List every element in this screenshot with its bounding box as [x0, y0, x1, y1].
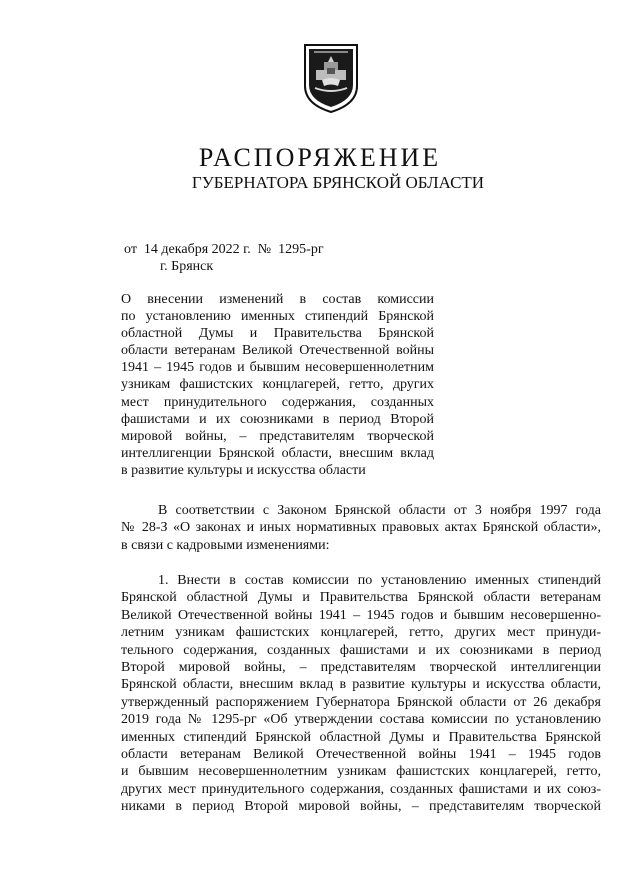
date-number-line: от 14 декабря 2022 г. № 1295-рг — [124, 242, 324, 257]
subject-line: области ветеранам Великой Отечественной войны — [121, 343, 434, 359]
paragraph-line: области ветеранам Великой Отечественной войны 1941 – 1945 годов — [121, 747, 601, 763]
subject-line: О внесении изменений в состав комиссии — [121, 292, 434, 307]
subject-line: в развитие культуры и искусства области — [121, 462, 366, 478]
document-title: РАСПОРЯЖЕНИЕ — [198, 143, 442, 172]
paragraph-item-1 — [121, 572, 601, 816]
paragraph-line: и бывшим несовершеннолетним узникам фашистских концлагерей, гетто, — [121, 764, 601, 780]
subject-block — [121, 291, 434, 479]
paragraph-line: летним узникам фашистских концлагерей, гетто, других мест принуди- — [121, 625, 601, 641]
coat-of-arms-emblem — [302, 42, 360, 114]
subject-line: 1941 – 1945 годов и бывшим несовершеннолетним — [121, 360, 434, 376]
paragraph-line: В соответствии с Законом Брянской области от 3 ноября 1997 года — [158, 503, 601, 518]
paragraph-line: тельного содержания, созданных фашистами и их союзниками в период — [121, 642, 601, 658]
paragraph-line: других мест принудительного содержания, созданных фашистами и их союз- — [121, 781, 601, 797]
paragraph-line: Великой Отечественной войны 1941 – 1945 годов и бывшим несовершенно- — [121, 607, 601, 623]
subject-line: областной Думы и Правительства Брянской — [121, 326, 434, 342]
paragraph-line: № 28-З «О законах и иных нормативных правовых актах Брянской области», — [121, 520, 601, 536]
subject-line: мировой войны, – представителям творческой — [121, 428, 434, 444]
subject-line: фашистами и их союзниками в период Второй — [121, 411, 434, 427]
paragraph-legal-basis — [121, 502, 601, 554]
paragraph-line: Второй мировой войны, – представителям творческой интеллигенции — [121, 660, 601, 676]
paragraph-line: утвержденный распоряжением Губернатора Брянской области от 26 декабря — [121, 694, 601, 710]
document-subtitle: ГУБЕРНАТОРА БРЯНСКОЙ ОБЛАСТИ — [191, 173, 485, 192]
paragraph-line: 1. Внести в состав комиссии по установлению именных стипендий — [158, 573, 601, 588]
subject-line: мест принудительного содержания, созданных — [121, 394, 434, 410]
city-line: г. Брянск — [160, 259, 214, 274]
paragraph-line: Брянской области, внесшим вклад в развитие культуры и искусства области, — [121, 677, 601, 693]
subject-line: интеллигенции Брянской области, внесшим вклад — [121, 445, 434, 461]
paragraph-line: Брянской областной Думы и Правительства Брянской области ветеранам — [121, 590, 601, 606]
paragraph-line: 2019 года № 1295-рг «Об утверждении состава комиссии по установлению — [121, 712, 601, 728]
paragraph-line: никами в период Второй мировой войны, – представителям творческой — [121, 799, 601, 815]
subject-line: узникам фашистских концлагерей, гетто, других — [121, 377, 434, 393]
paragraph-line: именных стипендий Брянской областной Думы и Правительства Брянской — [121, 729, 601, 745]
subject-line: по установлению именных стипендий Брянской — [121, 309, 434, 325]
paragraph-line: в связи с кадровыми изменениями: — [121, 537, 330, 553]
